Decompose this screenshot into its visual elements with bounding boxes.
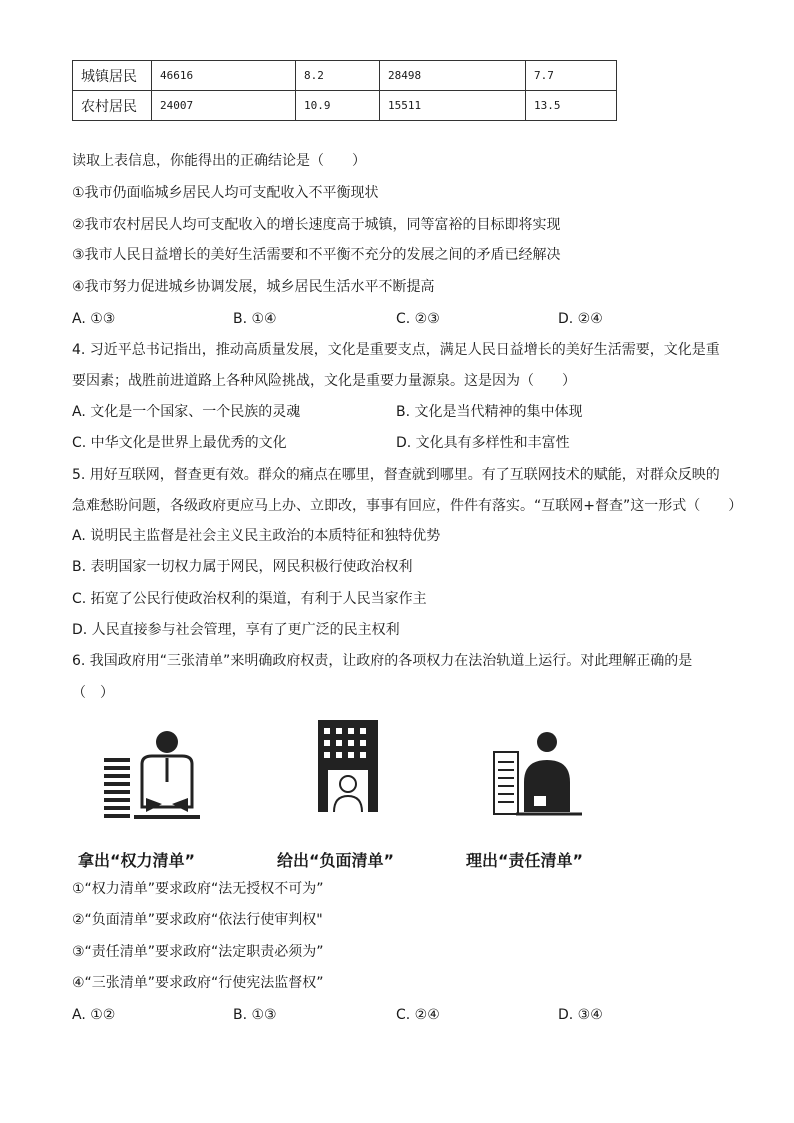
q3-statement-2: ②我市农村居民人均可支配收入的增长速度高于城镇，同等富裕的目标即将实现 [72,217,561,233]
table-cell: 农村居民 [73,91,152,121]
negative-list-icon [318,720,378,812]
caption-responsibility-list: 理出“责任清单” [466,851,584,870]
q6-option-b[interactable]: B. ①③ [233,1007,277,1023]
q3-statement-4: ④我市努力促进城乡协调发展，城乡居民生活水平不断提高 [72,279,435,295]
three-lists-figure [72,712,624,874]
table-row [73,61,617,91]
q5-option-c[interactable]: C. 拓宽了公民行使政治权利的渠道，有利于人民当家作主 [72,591,427,607]
q6-option-c[interactable]: C. ②④ [396,1007,440,1023]
q4-option-d[interactable]: D. 文化具有多样性和丰富性 [396,435,570,451]
q4-option-a[interactable]: A. 文化是一个国家、一个民族的灵魂 [72,404,301,420]
q5-stem-line-1: 5. 用好互联网，督查更有效。群众的痛点在哪里，督查就到哪里。有了互联网技术的赋能，对群众反映的 [72,467,720,483]
table-cell: 13.5 [526,91,617,121]
q6-statement-1: ①“权力清单”要求政府“法无授权不可为” [72,881,324,897]
table-cell: 15511 [380,91,526,121]
table-cell: 8.2 [296,61,380,91]
q3-option-b[interactable]: B. ①④ [233,311,277,327]
q3-option-a[interactable]: A. ①③ [72,311,116,327]
q6-option-a[interactable]: A. ①② [72,1007,116,1023]
q5-option-b[interactable]: B. 表明国家一切权力属于网民，网民积极行使政治权利 [72,559,413,575]
caption-negative-list: 给出“负面清单” [277,851,395,870]
q5-stem-line-2: 急难愁盼问题，各级政府更应马上办、立即改，事事有回应，件件有落实。“互联网+督查”这一形式（ ） [72,498,743,514]
responsibility-list-icon [494,732,582,814]
table-cell: 24007 [152,91,296,121]
q3-option-c[interactable]: C. ②③ [396,311,440,327]
table-cell: 城镇居民 [73,61,152,91]
q6-option-d[interactable]: D. ③④ [558,1007,603,1023]
power-list-icon [104,731,200,818]
table-cell: 46616 [152,61,296,91]
q6-statement-3: ③“责任清单”要求政府“法定职责必须为” [72,944,324,960]
q6-stem-line-2: （ ） [72,685,114,701]
table-cell: 10.9 [296,91,380,121]
q6-statement-2: ②“负面清单”要求政府“依法行使审判权" [72,912,323,928]
q3-statement-1: ①我市仍面临城乡居民人均可支配收入不平衡现状 [72,185,379,201]
q5-option-a[interactable]: A. 说明民主监督是社会主义民主政治的本质特征和独特优势 [72,528,441,544]
q4-stem-line-2: 要因素；战胜前进道路上各种风险挑战，文化是重要力量源泉。这是因为（ ） [72,373,576,389]
table-row [73,91,617,121]
caption-power-list: 拿出“权力清单” [78,851,196,870]
q3-stem: 读取上表信息，你能得出的正确结论是（ ） [72,153,366,169]
table-cell: 28498 [380,61,526,91]
income-table [72,60,617,121]
q3-option-d[interactable]: D. ②④ [558,311,603,327]
q4-option-b[interactable]: B. 文化是当代精神的集中体现 [396,404,583,420]
table-cell: 7.7 [526,61,617,91]
q4-stem-line-1: 4. 习近平总书记指出，推动高质量发展，文化是重要支点，满足人民日益增长的美好生活需要，文化是重 [72,342,720,358]
q3-statement-3: ③我市人民日益增长的美好生活需要和不平衡不充分的发展之间的矛盾已经解决 [72,247,561,263]
q6-stem-line-1: 6. 我国政府用“三张清单”来明确政府权责，让政府的各项权力在法治轨道上运行。对此理解正确的是 [72,653,693,669]
q6-statement-4: ④“三张清单”要求政府“行使宪法监督权” [72,975,324,991]
q4-option-c[interactable]: C. 中华文化是世界上最优秀的文化 [72,435,287,451]
q5-option-d[interactable]: D. 人民直接参与社会管理，享有了更广泛的民主权利 [72,622,400,638]
